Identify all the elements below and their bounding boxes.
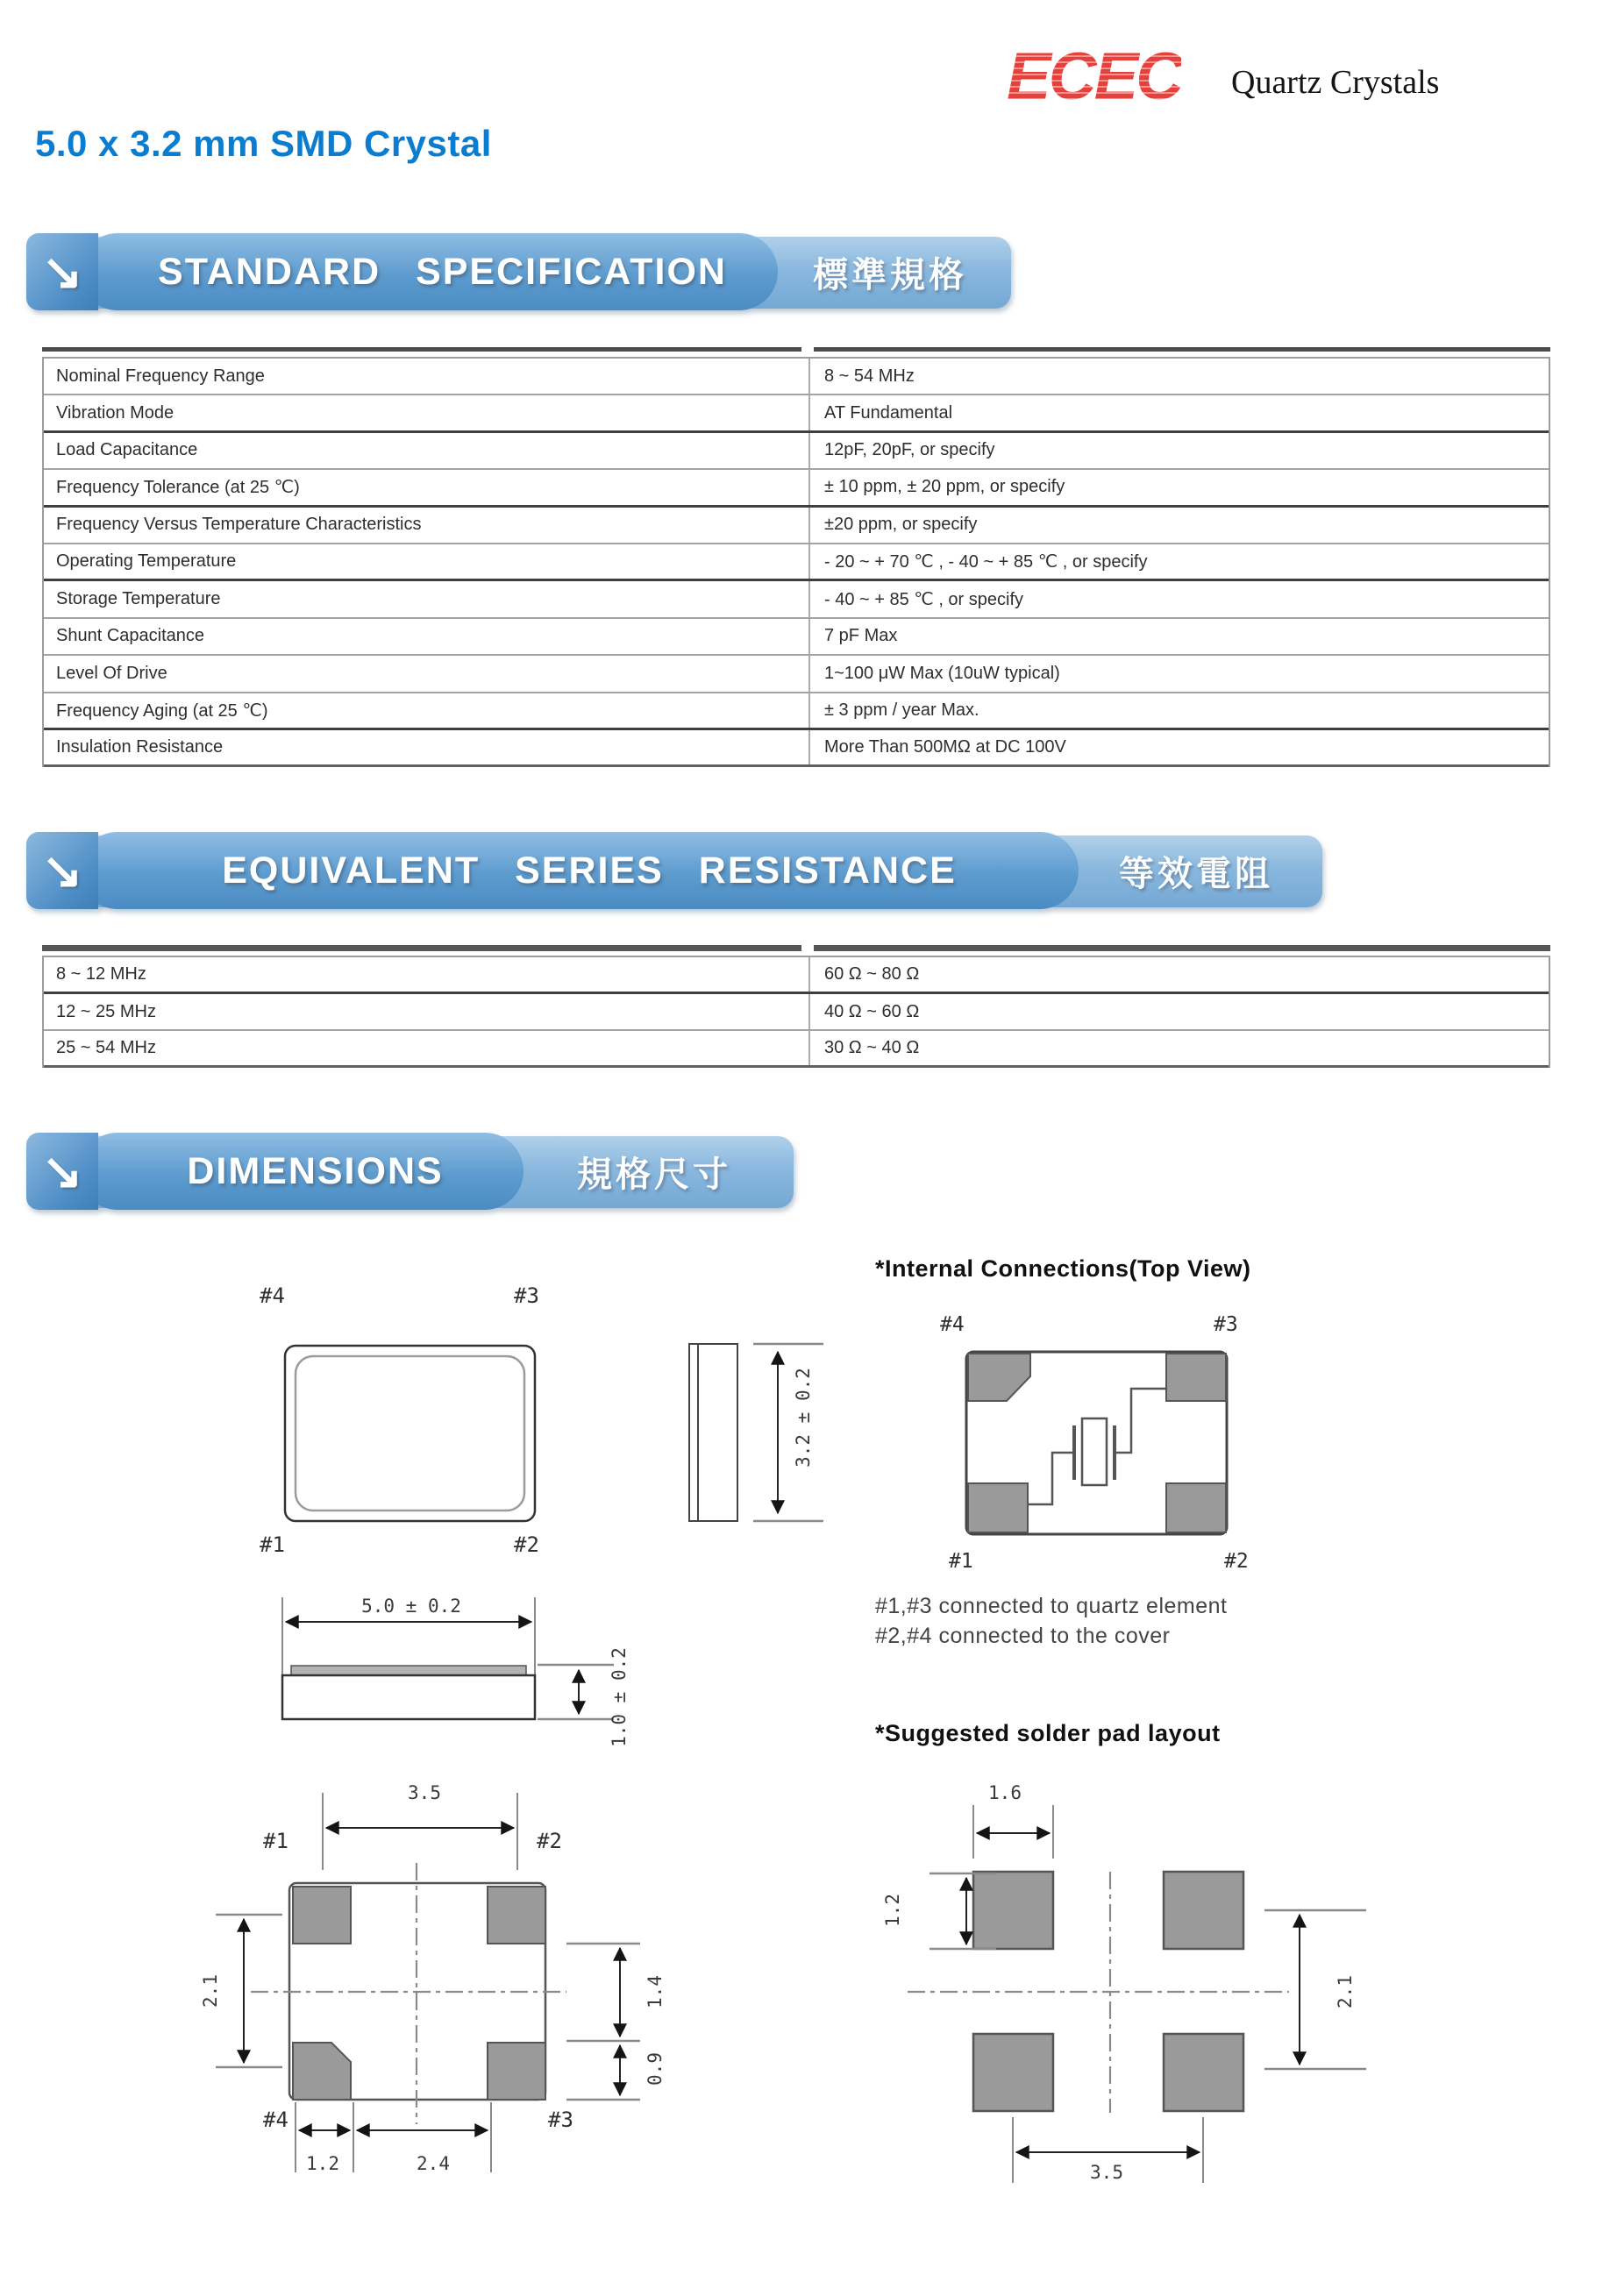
solder-pad-layout-title: *Suggested solder pad layout — [875, 1720, 1221, 1746]
pin-label: #1 — [260, 1532, 285, 1557]
spec-label: Frequency Tolerance (at 25 ℃) — [56, 478, 300, 498]
pin-label: #1 — [263, 1829, 288, 1853]
dim-body-thickness: 1.0 ± 0.2 — [609, 1647, 630, 1747]
spec-value: 1~100 μW Max (10uW typical) — [808, 656, 1549, 691]
table-row — [44, 433, 1549, 470]
internal-note-2: #2,#4 connected to the cover — [875, 1624, 1171, 1648]
banner-title-zh: 標準規格 — [813, 255, 967, 295]
banner-standard-specification — [26, 233, 1011, 310]
table-row — [44, 359, 1549, 395]
page-title: 5.0 x 3.2 mm SMD Crystal — [35, 123, 492, 164]
spec-label: Frequency Versus Temperature Characteristics — [56, 515, 422, 535]
table-row — [44, 693, 1549, 730]
pin-label: #1 — [949, 1550, 973, 1573]
internal-connections-title: *Internal Connections(Top View) — [875, 1255, 1251, 1282]
spec-value: ± 3 ppm / year Max. — [808, 693, 1549, 728]
table-row — [44, 994, 1549, 1031]
pin-label: #2 — [514, 1532, 539, 1557]
spec-value: More Than 500MΩ at DC 100V — [808, 730, 1549, 764]
table-row — [44, 581, 1549, 618]
spec-label: Vibration Mode — [56, 402, 175, 423]
spec-value: - 20 ~ + 70 ℃ , - 40 ~ + 85 ℃ , or specify — [808, 544, 1549, 579]
pin-label: #4 — [263, 2108, 288, 2132]
spec-label: Operating Temperature — [56, 551, 237, 572]
arrow-down-right-icon: ↘ — [41, 1143, 83, 1198]
pin-label: #3 — [548, 2108, 573, 2132]
banner-arrow-box — [26, 233, 98, 310]
table-row — [44, 619, 1549, 656]
spec-value: ±20 ppm, or specify — [808, 508, 1549, 543]
spec-label: Nominal Frequency Range — [56, 366, 265, 386]
solder-pad-layout-drawing — [894, 1780, 1385, 2192]
brand-tagline: Quartz Crystals — [1231, 64, 1440, 101]
esr-range: 8 ~ 12 MHz — [56, 964, 146, 984]
arrow-down-right-icon: ↘ — [41, 842, 83, 898]
dim-solder-pitch-x: 3.5 — [1090, 2162, 1123, 2183]
esr-value: 30 Ω ~ 40 Ω — [808, 1031, 1549, 1065]
spec-label: Load Capacitance — [56, 440, 198, 460]
dim-pad-height: 0.9 — [645, 2052, 666, 2086]
spec-value: 8 ~ 54 MHz — [808, 359, 1549, 394]
spec-label: Shunt Capacitance — [56, 626, 205, 646]
esr-value: 60 Ω ~ 80 Ω — [808, 957, 1549, 992]
esr-value: 40 Ω ~ 60 Ω — [808, 994, 1549, 1029]
table-row — [44, 656, 1549, 693]
spec-table — [42, 357, 1550, 767]
pin-label: #3 — [1214, 1313, 1238, 1336]
banner-title-en: EQUIVALENT SERIES RESISTANCE — [222, 849, 957, 892]
table-row — [44, 957, 1549, 994]
spec-label: Insulation Resistance — [56, 737, 224, 757]
esr-range: 12 ~ 25 MHz — [56, 1001, 156, 1021]
dim-pitch-y: 2.1 — [200, 1974, 221, 2008]
spec-table-top-rule — [42, 347, 1550, 352]
dim-side-height: 3.2 ± 0.2 — [793, 1368, 814, 1468]
dim-solder-pad-width: 1.6 — [988, 1782, 1022, 1803]
banner-title-zh: 等效電阻 — [1119, 854, 1273, 893]
table-row — [44, 544, 1549, 581]
pin-label: #2 — [1224, 1550, 1249, 1573]
table-row — [44, 508, 1549, 544]
esr-range: 25 ~ 54 MHz — [56, 1038, 156, 1057]
banner-equivalent-series-resistance — [26, 832, 1322, 909]
internal-connections-drawing — [947, 1341, 1315, 1543]
spec-label: Storage Temperature — [56, 589, 221, 609]
table-row — [44, 470, 1549, 507]
brand-logo: ECEC — [1007, 39, 1182, 114]
dim-pitch-x: 3.5 — [408, 1782, 441, 1803]
esr-table — [42, 956, 1550, 1068]
dim-body-width: 5.0 ± 0.2 — [361, 1596, 461, 1617]
dim-solder-pad-height: 1.2 — [882, 1894, 903, 1927]
spec-value: ± 10 ppm, ± 20 ppm, or specify — [808, 470, 1549, 504]
internal-note-1: #1,#3 connected to quartz element — [875, 1594, 1228, 1618]
spec-label: Level Of Drive — [56, 663, 167, 683]
dim-pad-width: 1.2 — [306, 2153, 339, 2174]
banner-title-en: STANDARD SPECIFICATION — [158, 250, 727, 293]
pin-label: #4 — [940, 1313, 965, 1336]
spec-label: Frequency Aging (at 25 ℃) — [56, 700, 268, 721]
dim-gap-y: 1.4 — [645, 1975, 666, 2008]
banner-arrow-box — [26, 1133, 98, 1210]
spec-value: - 40 ~ + 85 ℃ , or specify — [808, 581, 1549, 616]
spec-value: 7 pF Max — [808, 619, 1549, 654]
esr-table-top-rule — [42, 945, 1550, 951]
pin-label: #2 — [537, 1829, 562, 1853]
spec-value: AT Fundamental — [808, 395, 1549, 430]
pin-label: #3 — [514, 1283, 539, 1308]
banner-arrow-box — [26, 832, 98, 909]
banner-dimensions — [26, 1133, 794, 1210]
banner-title-en: DIMENSIONS — [187, 1149, 444, 1192]
banner-title-zh: 規格尺寸 — [577, 1155, 731, 1194]
spec-value: 12pF, 20pF, or specify — [808, 433, 1549, 468]
table-row — [44, 395, 1549, 432]
arrow-down-right-icon: ↘ — [41, 244, 83, 299]
package-top-view-drawing — [237, 1254, 877, 1578]
table-row — [44, 730, 1549, 767]
dim-solder-pitch-y: 2.1 — [1335, 1975, 1356, 2008]
table-row — [44, 1031, 1549, 1068]
dim-gap-x: 2.4 — [417, 2153, 450, 2174]
pin-label: #4 — [260, 1283, 285, 1308]
